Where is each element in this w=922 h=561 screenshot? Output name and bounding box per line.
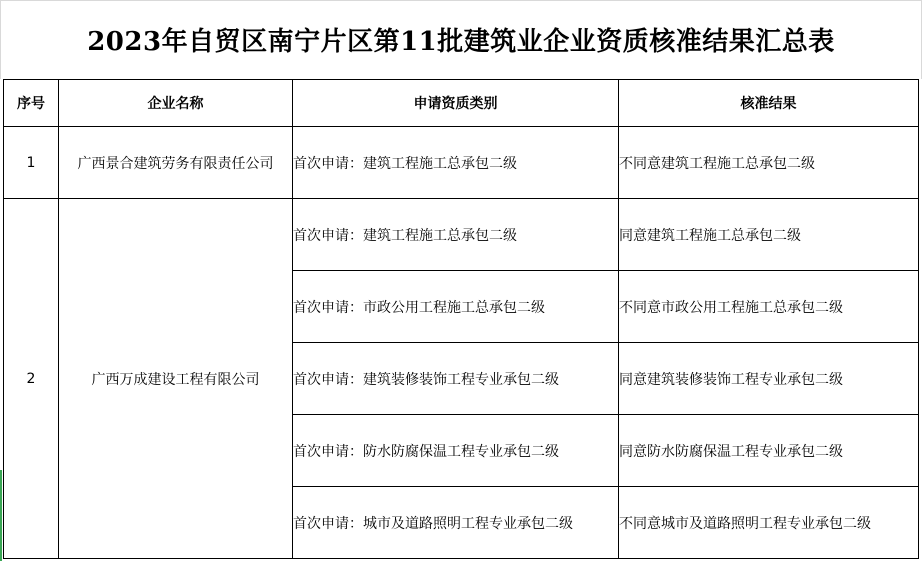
category-cell[interactable]: 首次申请：城市及道路照明工程专业承包二级 bbox=[293, 487, 619, 559]
serial-number-cell[interactable]: 2 bbox=[4, 199, 59, 559]
header-approval-result[interactable]: 核准结果 bbox=[619, 80, 919, 127]
category-cell[interactable]: 首次申请：建筑工程施工总承包二级 bbox=[293, 127, 619, 199]
serial-number-cell[interactable]: 1 bbox=[4, 127, 59, 199]
result-cell[interactable]: 不同意城市及道路照明工程专业承包二级 bbox=[619, 487, 919, 559]
result-cell[interactable]: 同意建筑装修装饰工程专业承包二级 bbox=[619, 343, 919, 415]
result-cell[interactable]: 同意建筑工程施工总承包二级 bbox=[619, 199, 919, 271]
result-cell[interactable]: 同意防水防腐保温工程专业承包二级 bbox=[619, 415, 919, 487]
page-title[interactable]: 2023年自贸区南宁片区第11批建筑业企业资质核准结果汇总表 bbox=[87, 27, 835, 57]
header-company-name[interactable]: 企业名称 bbox=[59, 80, 293, 127]
selection-edge-marker bbox=[0, 470, 2, 561]
company-name-cell[interactable]: 广西万成建设工程有限公司 bbox=[59, 199, 293, 559]
results-table bbox=[3, 79, 919, 559]
header-row bbox=[4, 80, 919, 127]
table-row bbox=[4, 199, 919, 271]
category-cell[interactable]: 首次申请：市政公用工程施工总承包二级 bbox=[293, 271, 619, 343]
company-name-cell[interactable]: 广西景合建筑劳务有限责任公司 bbox=[59, 127, 293, 199]
category-cell[interactable]: 首次申请：防水防腐保温工程专业承包二级 bbox=[293, 415, 619, 487]
table-row bbox=[4, 127, 919, 199]
category-cell[interactable]: 首次申请：建筑装修装饰工程专业承包二级 bbox=[293, 343, 619, 415]
header-serial-number[interactable]: 序号 bbox=[4, 80, 59, 127]
result-cell[interactable]: 不同意市政公用工程施工总承包二级 bbox=[619, 271, 919, 343]
result-cell[interactable]: 不同意建筑工程施工总承包二级 bbox=[619, 127, 919, 199]
header-qualification-category[interactable]: 申请资质类别 bbox=[293, 80, 619, 127]
category-cell[interactable]: 首次申请：建筑工程施工总承包二级 bbox=[293, 199, 619, 271]
